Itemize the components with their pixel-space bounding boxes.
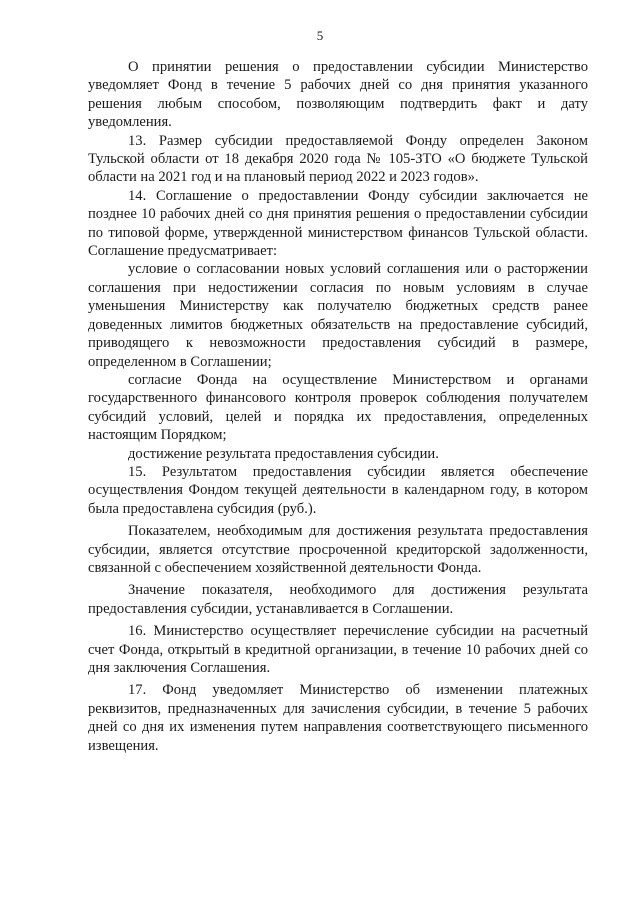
paragraph-indicator-value: Значение показателя, необходимого для достижения результата предоставления субсидии, устанавливается в Соглашении. — [88, 582, 588, 617]
document-body — [88, 58, 588, 755]
agreement-condition-2: согласие Фонда на осуществление Министерством и органами государственного финансового контроля проверок соблюдения получателем субсидий условий, целей и порядка их предоставления, определенных настоящим Порядком; — [88, 371, 588, 444]
paragraph-17: 17. Фонд уведомляет Министерство об изменении платежных реквизитов, предназначенных для зачисления субсидии, в течение 5 рабочих дней со дня их изменения путем направления соответствующего письменного извещения. — [88, 682, 588, 754]
paragraph-13: 13. Размер субсидии предоставляемой Фонду определен Законом Тульской области от 18 декабря 2020 года № 105-ЗТО «О бюджете Тульской области на 2021 год и на плановый период 2022 и 2023 годов». — [88, 132, 588, 186]
page-number: 5 — [316, 28, 324, 43]
paragraph-15: 15. Результатом предоставления субсидии является обеспечение осуществления Фондом текущей деятельности в календарном году, в котором была предоставлена субсидия (руб.). — [88, 463, 588, 517]
agreement-condition-1: условие о согласовании новых условий соглашения или о расторжении соглашения при недостижении согласия по новым условиям в случае уменьшения Министерству как получателю бюджетных средств ранее доведенных лимитов бюджетных обязательств на предоставление субсидий, приводящего к невозможности предоставления субсидий в размере, определенном в Соглашении; — [88, 261, 588, 370]
paragraph-notification: О принятии решения о предоставлении субсидии Министерство уведомляет Фонд в течение 5 рабочих дней со дня принятия указанного решения любым способом, позволяющим подтвердить факт и дату уведомления. — [88, 59, 588, 131]
paragraph-16: 16. Министерство осуществляет перечисление субсидии на расчетный счет Фонда, открытый в кредитной организации, в течение 10 рабочих дней со дня заключения Соглашения. — [88, 623, 588, 676]
paragraph-14: 14. Соглашение о предоставлении Фонду субсидии заключается не позднее 10 рабочих дней со дня принятия решения о предоставлении субсидии по типовой форме, утвержденной министерством финансов Тульской области. Соглашение предусматривает: — [88, 187, 588, 260]
agreement-condition-3: достижение результата предоставления субсидии. — [128, 445, 439, 462]
paragraph-indicator: Показателем, необходимым для достижения результата предоставления субсидии, является отсутствие просроченной кредиторской задолженности, связанной с обеспечением хозяйственной деятельности Фонда. — [88, 523, 588, 576]
